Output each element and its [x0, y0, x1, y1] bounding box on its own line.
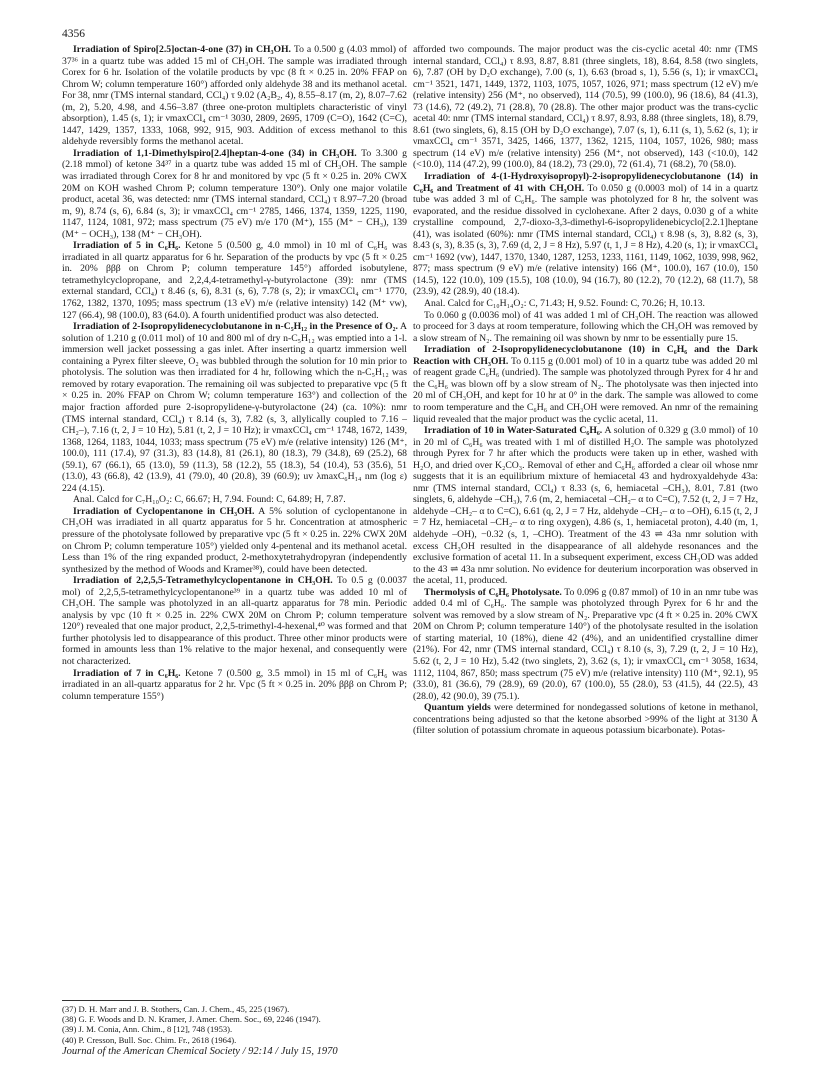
paragraph: Anal. Calcd for C₇H₁₀O₂: C, 66.67; H, 7.94. Found: C, 64.89; H, 7.87.	[73, 494, 346, 506]
paragraph: Irradiation of 2-Isopropylidenecyclobutanone (10) in C₆H₆ and the Dark Reaction with CH₃OH. To 0.115 g (0.001 mol) of 10 in a quartz tube was added 20 ml of reagent grade C₆H₆ (undried). The sample was photolyzed through Pyrex for 4 hr and the C₆H₆ was blown off by a slow stream of N₂. The photolysate was then injected into 20 ml of CH₃OH, and kept for 10 hr at 0° in the dark. The sample was allowed to come to room temperature and the C₆H₆ and CH₃OH were removed. An nmr of the remaining liquid revealed that the major product was the cyclic acetal, 11.	[413, 344, 758, 425]
paragraph: Irradiation of 10 in Water-Saturated C₆H₆. A solution of 0.329 g (3.0 mmol) of 10 in 20 ml of C₆H₆ was treated with 1 ml of distilled H₂O. The sample was photolyzed through Pyrex for 7 hr after which the products were taken up in ether, washed with H₂O, and dried over K₂CO₃. Removal of ether and C₆H₆ afforded a clear oil whose nmr suggests that it is an equilibrium mixture of hemiacetal 43 and hydroxyaldehyde 43a: nmr (TMS internal standard, CCl₄) τ 8.33 (s, 6, hemiacetal –CH₃), 8.01, 7.81 (two singlets, 6, aldehyde –CH₃), 7.6 (m, 2, hemiacetal –CH₂– α to C=C), 7.52 (t, 2, J = 7 Hz, aldehyde –CH₂– α to C=C), 6.61 (q, 2, J = 7 Hz, aldehyde –CH₂– α to –OH), 6.15 (t, 2, J = 7 Hz, hemiacetal –CH₂– α to ring oxygen), 4.86 (s, 1, hemiacetal proton), 4.40 (m, 1, aldehyde –OH), −0.32 (s, 1, –CHO). Treatment of the 43 ⇌ 43a nmr solution with excess CH₃OH resulted in the disappearance of all aldehyde resonances and the exclusive formation of acetal 11. In a subsequent experiment, excess CH₃OD was added to the 43 ⇌ 43a nmr solution. No evidence for deuterium incorporation was observed in the acetal, 11, produced.	[413, 425, 758, 587]
paragraph: Thermolysis of C₆H₆ Photolysate. To 0.096 g (0.87 mmol) of 10 in an nmr tube was added 0.4 ml of C₆H₆. The sample was photolyzed through Pyrex for 6 hr and the solvent was removed by a slow stream of N₂. Preparative vpc (4 ft × 0.25 in. 20% CWX 20M on Chrom P; column temperature 140°) of the photolysate resulted in the isolation of starting material, 10 (18%), diene 42 (4%), and an unidentified crystalline dimer (21%). For 42, nmr (TMS internal standard, CCl₄) τ 8.10 (s, 3), 7.29 (t, 2, J = 10 Hz), 5.62 (t, 2, J = 10 Hz), 5.42 (two singlets, 2), 3.62 (s, 1); ir νmaxCCl₄ cm⁻¹ 3058, 1634, 1112, 1104, 867, 850; mass spectrum (75 eV) m/e (relative intensity) 110 (M⁺, 92.1), 95 (33.0), 81 (36.6), 79 (28.9), 69 (20.0), 67 (100.0), 55 (28.0), 53 (41.5), 44 (22.5), 43 (28.0), 42 (90.0), 39 (75.1).	[413, 586, 758, 702]
paragraph: Irradiation of Spiro[2.5]octan-4-one (37) in CH₃OH. To a 0.500 g (4.03 mmol) of 37³⁶ in a quartz tube was added 15 ml of CH₃OH. The sample was irradiated through Corex for 6 hr. Isolation of the volatile products by vpc (8 ft × 0.25 in. 20% FFAP on Chrom W; column temperature 160°) afforded only aldehyde 38 and its methanol acetal. For 38, nmr (TMS internal standard, CCl₄) τ 9.02 (A₂B₂, 4), 8.55–8.17 (m, 2), 8.07–7.62 (m, 2), 5.20, 4.98, and 4.56–3.87 (three one-proton multiplets characteristic of vinyl absorption), 1.45 (s, 1); ir νmaxCCl₄ cm⁻¹ 3030, 2809, 2695, 1709 (C=O), 1642 (C=C), 1447, 1429, 1357, 1333, 1068, 992, 915, 903. Addition of excess methanol to this aldehyde reversibly forms the methanol acetal.	[62, 44, 407, 148]
paragraph: Irradiation of 2,2,5,5-Tetramethylcyclopentanone in CH₃OH. To 0.5 g (0.0037 mol) of 2,2,5,5-tetramethylcyclopentanone³⁹ in a quartz tube was added 10 ml of CH₃OH. The sample was photolyzed in an all-quartz apparatus for 78 min. Periodic analysis by vpc (10 ft × 0.25 in. 22% CWX 20M on Chrom P; column temperature 120°) revealed that one major product, 2,2,5-trimethyl-4-hexenal,⁴⁰ was formed and that further photolysis led to disappearance of this product. Three other minor products were formed in amounts less than 1% relative to the major hexenal, and consequently were not characterized.	[62, 575, 408, 667]
footnote-rule	[62, 1000, 182, 1001]
journal-footer: Journal of the American Chemical Society / 92:14 / July 15, 1970	[62, 1046, 338, 1057]
left-column	[62, 44, 407, 702]
right-column	[413, 44, 758, 737]
paragraph: Irradiation of 4-(1-Hydroxyisopropyl)-2-isopropylidenecyclobutanone (14) in C₆H₆ and Treatment of 41 with CH₃OH. To 0.050 g (0.0003 mol) of 14 in a quartz tube was added 3 ml of C₆H₆. The sample was photolyzed for 8 hr, the solvent was evaporated, and the residue dissolved in cyclohexane. After 2 days, 0.030 g of a white crystalline compound, 2,7-dioxo-3,3-dimethyl-6-isopropylidenebicyclo[2.2.1]heptane (41), was isolated (60%): nmr (TMS internal standard, CCl₄) τ 8.98 (s, 3), 8.82 (s, 3), 8.43 (s, 3), 8.35 (s, 3), 7.69 (d, 2, J = 8 Hz), 5.97 (t, 1, J = 8 Hz), 4.20 (s, 1); ir νmaxCCl₄ cm⁻¹ 1692 (vw), 1447, 1370, 1340, 1287, 1253, 1233, 1161, 1149, 1062, 1039, 998, 962, 877; mass spectrum (9 eV) m/e (relative intensity) 166 (M⁺, 100.0), 167 (10.0), 150 (14.5), 122 (10.0), 109 (15.5), 108 (10.0), 94 (16.7), 80 (12.2), 70 (12.2), 68 (11.7), 58 (23.9), 42 (28.9), 40 (18.4).	[413, 171, 759, 298]
paragraph: Irradiation of Cyclopentanone in CH₃OH. A 5% solution of cyclopentanone in CH₃OH was irradiated in all quartz apparatus for 5 hr. Concentration at atmospheric pressure of the photolysate followed by preparative vpc (5 ft × 0.25 in. 22% CWX 20M on Chrom P; column temperature 105°) yielded only 4-pentenal and its methanol acetal. Less than 1% of the ring expanded product, 2-methoxytetrahydropyran (independently synthesized by the method of Woods and Kramer³⁸), could have been detected.	[62, 505, 407, 575]
paragraph: Quantum yields were determined for nondegassed solutions of ketone in methanol, concentrations being adjusted so that the ketone absorbed >99% of the light at 3130 Å (filter solution of potassium chromate in aqueous potassium bicarbonate). Potas-	[413, 702, 758, 737]
reference-item: (39) J. M. Conia, Ann. Chim., 8 [12], 748 (1953).	[62, 1024, 233, 1035]
reference-item: (40) P. Cresson, Bull. Soc. Chim. Fr., 2618 (1964).	[62, 1034, 237, 1045]
paragraph: Irradiation of 2-Isopropylidenecyclobutanone in n-C₅H₁₂ in the Presence of O₂. A solution of 1.210 g (0.011 mol) of 10 and 800 ml of dry n-C₅H₁₂ was emptied into a 1-l. immersion well jacket possessing a gas inlet. After inserting a quartz immersion well containing a Pyrex filter sleeve, O₂ was bubbled through the solution for 10 min prior to photolysis. The solution was then irradiated for 4 hr, following which the n-C₅H₁₂ was removed by rotary evaporation. The remaining oil was subjected to preparative vpc (5 ft × 0.25 in. 20% FFAP on Chrom W; column temperature 163°) and collection of the major fraction afforded pure 2-isopropylidene-γ-butyrolactone (24) (ca. 10%): nmr (TMS internal standard, CCl₄) τ 8.14 (s, 3), 7.82 (s, 3, allylically coupled to 7.16 –CH₂–), 7.16 (t, 2, J = 10 Hz), 5.81 (t, 2, J = 10 Hz); ir νmaxCCl₄ cm⁻¹ 1748, 1672, 1439, 1368, 1264, 1183, 1044, 1033; mass spectrum (75 eV) m/e (relative intensity) 126 (M⁺, 100.0), 111 (17.4), 97 (31.3), 83 (14.8), 81 (26.1), 80 (18.3), 79 (34.8), 69 (25.2), 68 (59.1), 67 (66.1), 65 (13.0), 59 (11.3), 58 (12.2), 55 (18.3), 54 (10.4), 53 (35.6), 51 (13.0), 43 (66.8), 42 (13.9), 41 (79.0), 40 (20.8), 39 (60.9); uv λmaxC₆H₁₄ nm (log ε) 224 (4.15).	[62, 321, 407, 494]
paragraph: To 0.060 g (0.0036 mol) of 41 was added 1 ml of CH₃OH. The reaction was allowed to proceed for 3 days at room temperature, following which the CH₃OH was removed by a slow stream of N₂. The remaining oil was shown by nmr to be essentially pure 15.	[413, 309, 758, 344]
paragraph: Anal. Calcd for C₁₀H₁₄O₂: C, 71.43; H, 9.52. Found: C, 70.26; H, 10.13.	[424, 298, 705, 310]
reference-item: (38) G. F. Woods and D. N. Kramer, J. Amer. Chem. Soc., 69, 2246 (1947).	[62, 1014, 321, 1025]
paragraph: Irradiation of 5 in C₆H₆. Ketone 5 (0.500 g, 4.0 mmol) in 10 ml of C₆H₆ was irradiated in all quartz apparatus for 6 hr. Separation of the products by vpc (5 ft × 0.25 in. 20% βββ on Chrom P; column temperature 145°) afforded isobutylene, tetramethylcyclopropane, and 2,2,4,4-tetramethyl-γ-butyrolactone (39): nmr (TMS external standard, CCl₄) τ 8.46 (s, 6), 8.31 (s, 6), 7.78 (s, 2); ir νmaxCCl₄ cm⁻¹ 1770, 1762, 1382, 1370, 1095; mass spectrum (13 eV) m/e (relative intensity) 142 (M⁺ vw), 127 (66.4), 98 (100.0), 83 (64.0). A fourth unidentified product was also detected.	[62, 240, 408, 321]
paragraph: Irradiation of 1,1-Dimethylspiro[2.4]heptan-4-one (34) in CH₃OH. To 3.300 g (2.18 mmol) of ketone 34³⁷ in a quartz tube was added 15 ml of CH₃OH. The sample was irradiated through Corex for 8 hr and monitored by vpc (5 ft × 0.25 in. 20% CWX 20M on KOH washed Chrom P; column temperature 130°). Only one major volatile product, acetal 36, was detected: nmr (TMS internal standard, CCl₄) τ 8.97–7.20 (broad m, 9), 8.74 (s, 6), 6.84 (s, 3); ir νmaxCCl₄ cm⁻¹ 2785, 1466, 1374, 1359, 1225, 1190, 1147, 1124, 1081, 972; mass spectrum (75 eV) m/e 170 (M⁺), 155 (M⁺ − CH₃), 139 (M⁺ − OCH₃), 138 (M⁺ − CH₃OH).	[62, 147, 407, 240]
page-number: 4356	[62, 28, 85, 40]
paragraph: afforded two compounds. The major product was the cis-cyclic acetal 40: nmr (TMS internal standard, CCl₄) τ 8.93, 8.87, 8.81 (three singlets, 18), 8.64, 8.58 (two singlets, 6), 7.87 (OH by D₂O exchange), 7.00 (s, 1), 6.63 (broad s, 1), 5.56 (s, 1); ir νmaxCCl₄ cm⁻¹ 3521, 1471, 1449, 1372, 1103, 1075, 1057, 1026, 971; mass spectrum (12 eV) m/e (relative intensity) 256 (M⁺, no observed), 114 (70.5), 99 (100.0), 96 (18.6), 84 (41.3), 73 (14.6), 72 (49.2), 71 (28.8), 70 (28.8). The other major product was the trans-cyclic acetal 40: nmr (TMS internal standard, CCl₄) τ 8.97, 8.93, 8.88 (three singlets, 18), 8.79, 8.61 (two singlets, 6), 8.15 (OH by D₂O exchange), 7.07 (s, 1), 6.11 (s, 1), 5.62 (s, 1); ir νmaxCCl₄ cm⁻¹ 3571, 3425, 1466, 1377, 1362, 1215, 1104, 1057, 1026, 980; mass spectrum (14 eV) m/e (relative intensity) 256 (M⁺, not observed), 143 (<10.0), 142 (<10.0), 114 (47.2), 99 (100.0), 84 (18.2), 73 (29.0), 72 (61.4), 71 (68.2), 70 (58.0).	[413, 44, 758, 171]
references	[62, 1000, 407, 1045]
reference-item: (37) D. H. Marr and J. B. Stothers, Can. J. Chem., 45, 225 (1967).	[62, 1004, 290, 1014]
paragraph: Irradiation of 7 in C₆H₆. Ketone 7 (0.500 g, 3.5 mmol) in 15 ml of C₆H₆ was irradiated in an all-quartz apparatus for 2 hr. Vpc (5 ft × 0.25 in. 20% βββ on Chrom P; column temperature 155°)	[62, 667, 408, 702]
